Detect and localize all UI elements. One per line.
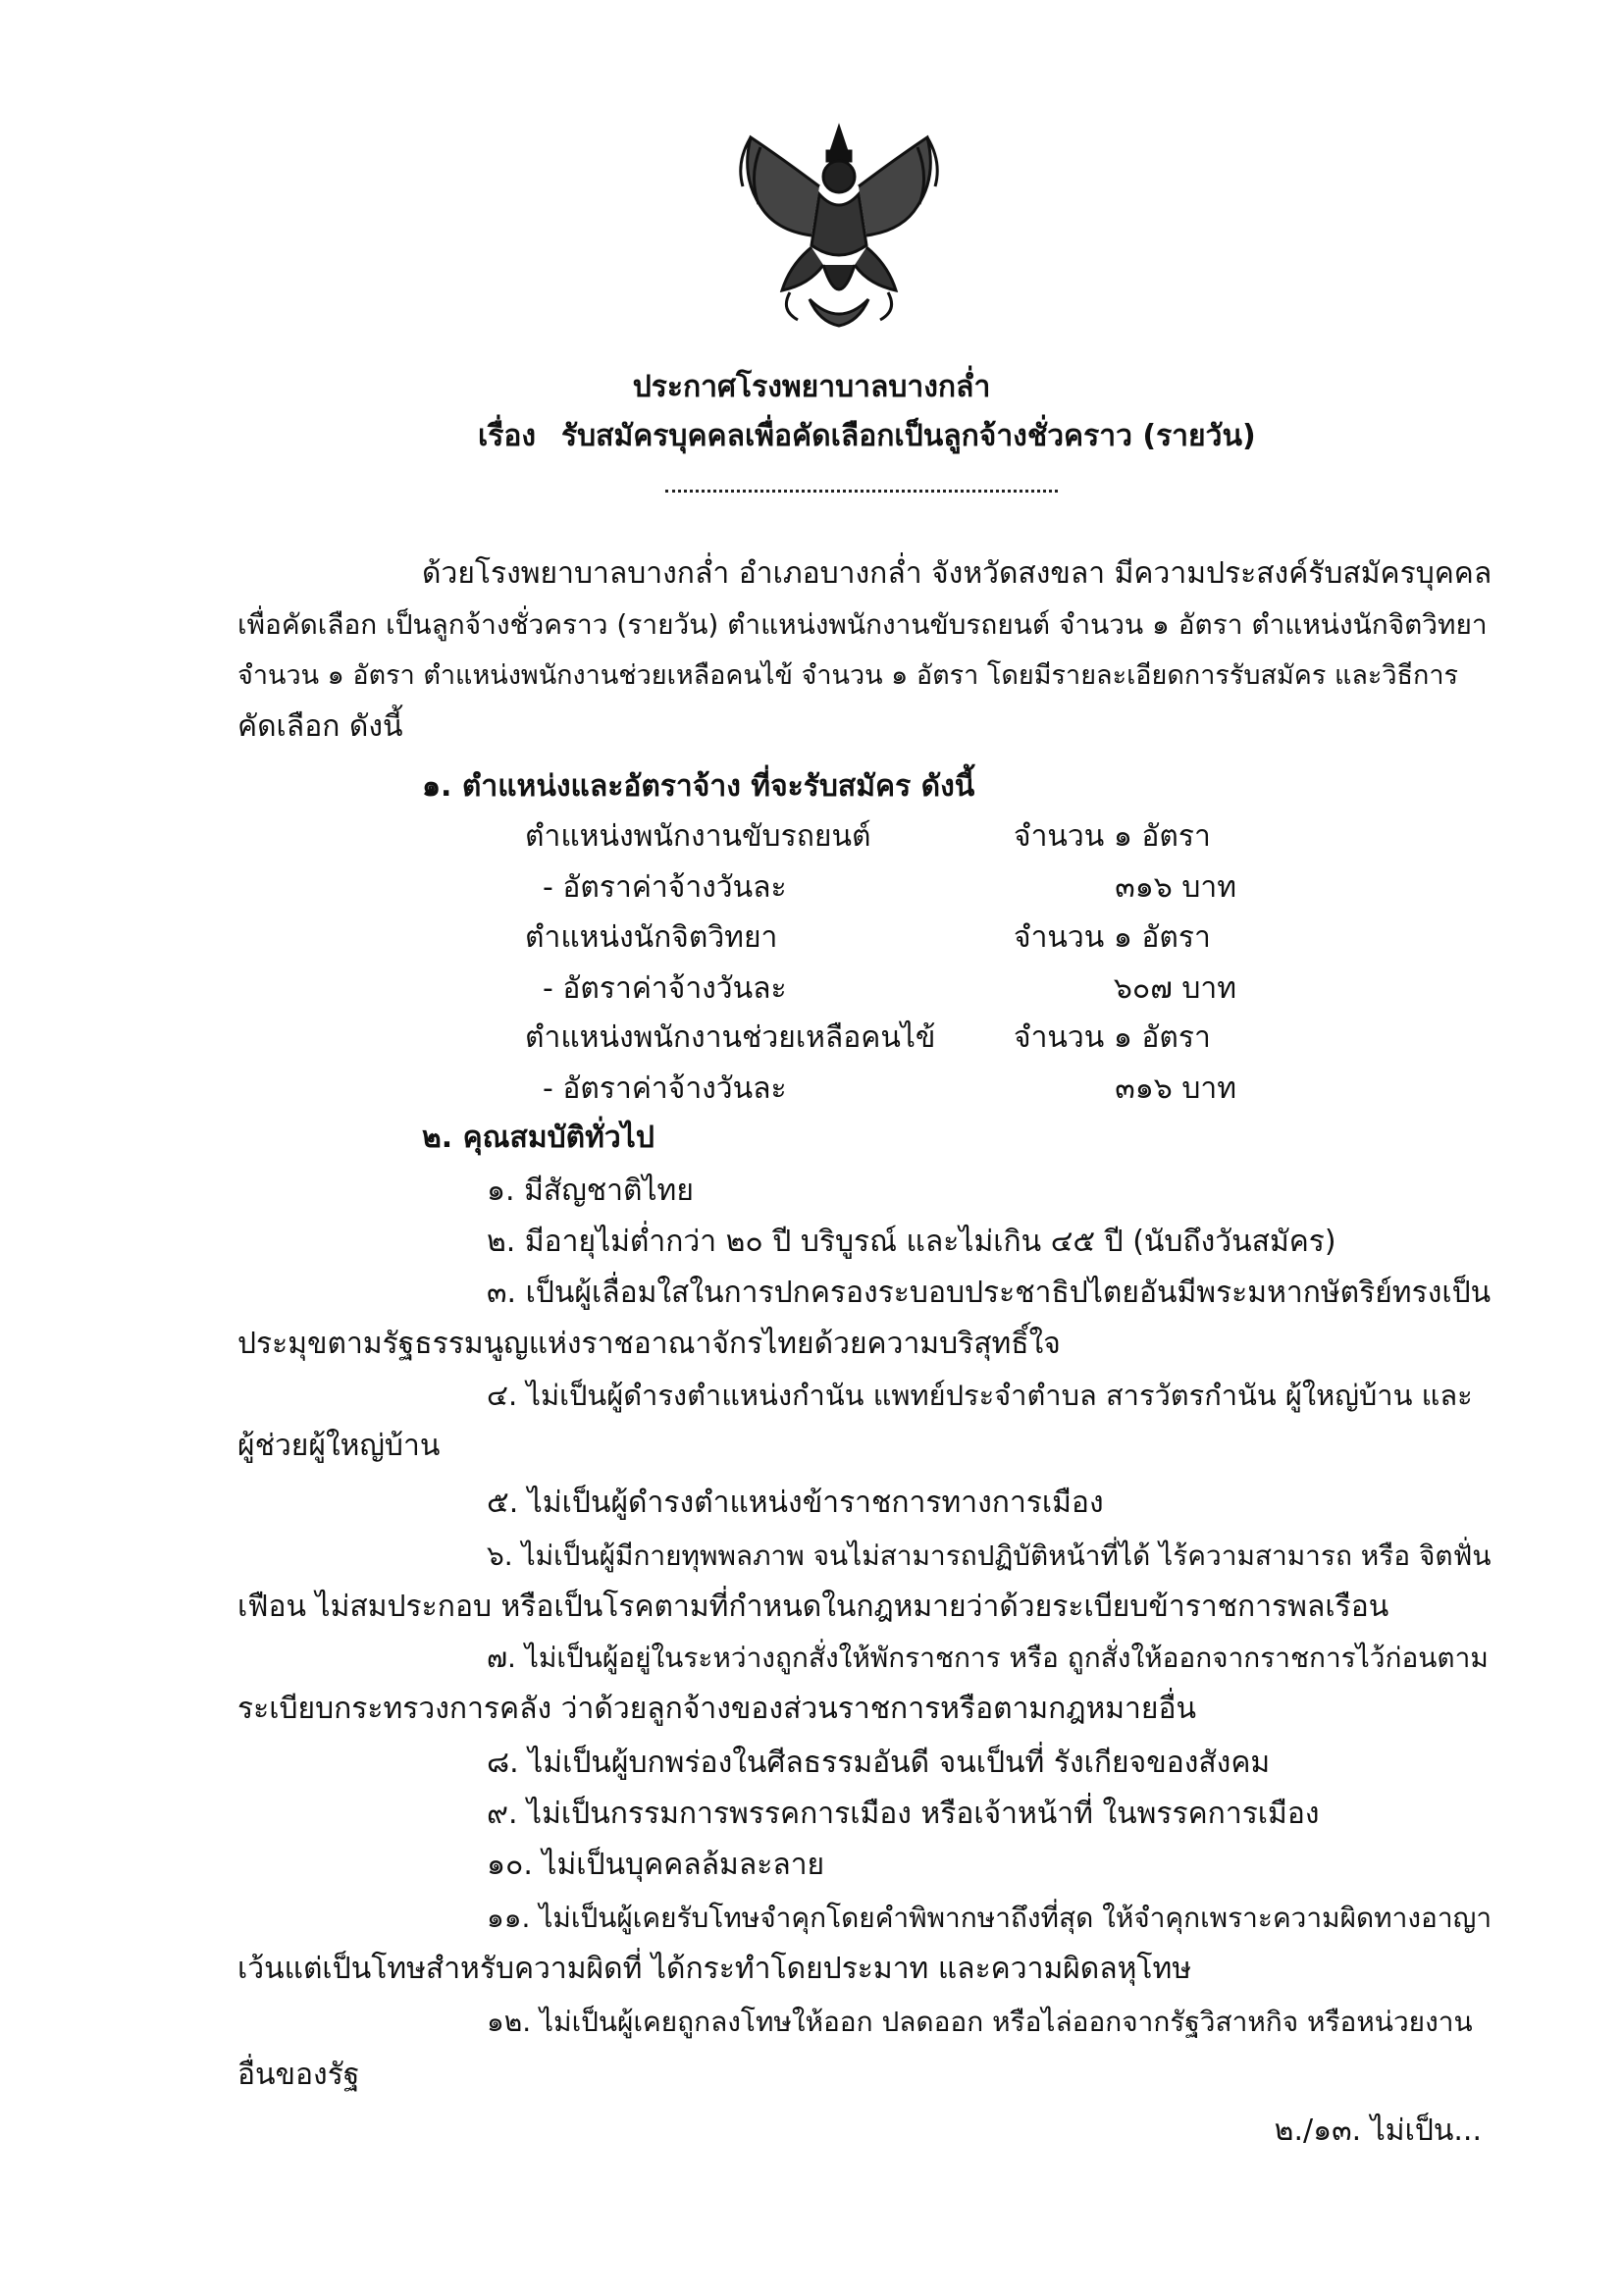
qualification-item-continued: เฟือน ไม่สมประกอบ หรือเป็นโรคตามที่กำหนดในกฎหมายว่าด้วยระเบียบข้าราชการพลเรือน bbox=[237, 1590, 1389, 1624]
qualification-item: ๗. ไม่เป็นผู้อยู่ในระหว่างถูกสั่งให้พักราชการ หรือ ถูกสั่งให้ออกจากราชการไว้ก่อนตาม bbox=[487, 1642, 1489, 1674]
subject-text: รับสมัครบุคคลเพื่อคัดเลือกเป็นลูกจ้างชั่วคราว (รายวัน) bbox=[561, 419, 1256, 453]
qualification-item: ๘. ไม่เป็นผู้บกพร่องในศีลธรรมอันดี จนเป็นที่ รังเกียจของสังคม bbox=[487, 1746, 1271, 1780]
qualification-item-continued: ผู้ช่วยผู้ใหญ่บ้าน bbox=[237, 1429, 441, 1463]
garuda-emblem-icon bbox=[721, 118, 957, 334]
wage-value: ๖๐๗ บาท bbox=[1113, 971, 1236, 1006]
qualification-item: ๑๐. ไม่เป็นบุคคลล้มละลาย bbox=[487, 1848, 825, 1882]
qualification-item: ๔. ไม่เป็นผู้ดำรงตำแหน่งกำนัน แพทย์ประจำตำบล สารวัตรกำนัน ผู้ใหญ่บ้าน และ bbox=[487, 1379, 1473, 1412]
position-count: จำนวน ๑ อัตรา bbox=[1014, 920, 1211, 955]
qualification-item: ๑๑. ไม่เป็นผู้เคยรับโทษจำคุกโดยคำพิพากษาถึงที่สุด ให้จำคุกเพราะความผิดทางอาญา bbox=[487, 1902, 1492, 1934]
qualification-item-continued: ระเบียบกระทรวงการคลัง ว่าด้วยลูกจ้างของส่วนราชการหรือตามกฎหมายอื่น bbox=[237, 1692, 1196, 1726]
qualification-item: ๕. ไม่เป็นผู้ดำรงตำแหน่งข้าราชการทางการเมือง bbox=[487, 1486, 1104, 1520]
wage-label: - อัตราค่าจ้างวันละ bbox=[543, 870, 787, 905]
qualification-item: ๖. ไม่เป็นผู้มีกายทุพพลภาพ จนไม่สามารถปฏิบัติหน้าที่ได้ ไร้ความสามารถ หรือ จิตฟั่น bbox=[487, 1539, 1492, 1572]
title-divider bbox=[665, 486, 1058, 493]
wage-label: - อัตราค่าจ้างวันละ bbox=[543, 1071, 787, 1106]
wage-value: ๓๑๖ บาท bbox=[1115, 870, 1236, 905]
qualification-item: ๑๒. ไม่เป็นผู้เคยถูกลงโทษให้ออก ปลดออก หรือไล่ออกจากรัฐวิสาหกิจ หรือหน่วยงาน bbox=[487, 2006, 1473, 2038]
subject-label: เรื่อง bbox=[478, 419, 537, 453]
intro-line-2: เพื่อคัดเลือก เป็นลูกจ้างชั่วคราว (รายวัน) ตำแหน่งพนักงานขับรถยนต์ จำนวน ๑ อัตรา ตำแหน่งนักจิตวิทยา bbox=[237, 608, 1488, 641]
section2-heading: ๒. คุณสมบัติทั่วไป bbox=[422, 1121, 654, 1155]
qualification-item: ๙. ไม่เป็นกรรมการพรรคการเมือง หรือเจ้าหน้าที่ ในพรรคการเมือง bbox=[487, 1797, 1320, 1831]
section1-heading: ๑. ตำแหน่งและอัตราจ้าง ที่จะรับสมัคร ดังนี้ bbox=[422, 769, 975, 804]
announcement-title: ประกาศโรงพยาบาลบางกล่ำ bbox=[632, 370, 991, 404]
intro-line-4: คัดเลือก ดังนี้ bbox=[237, 709, 403, 744]
position-name: ตำแหน่งพนักงานขับรถยนต์ bbox=[525, 819, 871, 854]
qualification-item: ๓. เป็นผู้เลื่อมใสในการปกครองระบอบประชาธิปไตยอันมีพระมหากษัตริย์ทรงเป็น bbox=[487, 1276, 1492, 1310]
wage-value: ๓๑๖ บาท bbox=[1115, 1071, 1236, 1106]
wage-label: - อัตราค่าจ้างวันละ bbox=[543, 971, 787, 1006]
position-count: จำนวน ๑ อัตรา bbox=[1014, 819, 1211, 854]
intro-line-3: จำนวน ๑ อัตรา ตำแหน่งพนักงานช่วยเหลือคนไข้ จำนวน ๑ อัตรา โดยมีรายละเอียดการรับสมัคร และวิธีการ bbox=[237, 660, 1459, 691]
position-name: ตำแหน่งพนักงานช่วยเหลือคนไข้ bbox=[525, 1020, 936, 1055]
qualification-item-continued: อื่นของรัฐ bbox=[237, 2058, 360, 2092]
position-name: ตำแหน่งนักจิตวิทยา bbox=[525, 920, 778, 955]
intro-line-1: ด้วยโรงพยาบาลบางกล่ำ อำเภอบางกล่ำ จังหวัดสงขลา มีความประสงค์รับสมัครบุคคล bbox=[422, 556, 1492, 591]
position-count: จำนวน ๑ อัตรา bbox=[1014, 1020, 1211, 1055]
qualification-item-continued: ประมุขตามรัฐธรรมนูญแห่งราชอาณาจักรไทยด้วยความบริสุทธิ์ใจ bbox=[237, 1327, 1061, 1361]
qualification-item: ๑. มีสัญชาติไทย bbox=[487, 1174, 694, 1208]
qualification-item: ๒. มีอายุไม่ต่ำกว่า ๒๐ ปี บริบูรณ์ และไม่เกิน ๔๕ ปี (นับถึงวันสมัคร) bbox=[487, 1225, 1336, 1259]
qualification-item-continued: เว้นแต่เป็นโทษสำหรับความผิดที่ ได้กระทำโดยประมาท และความผิดลหุโทษ bbox=[237, 1952, 1192, 1986]
page-continuation: ๒./๑๓. ไม่เป็น... bbox=[1274, 2113, 1482, 2148]
